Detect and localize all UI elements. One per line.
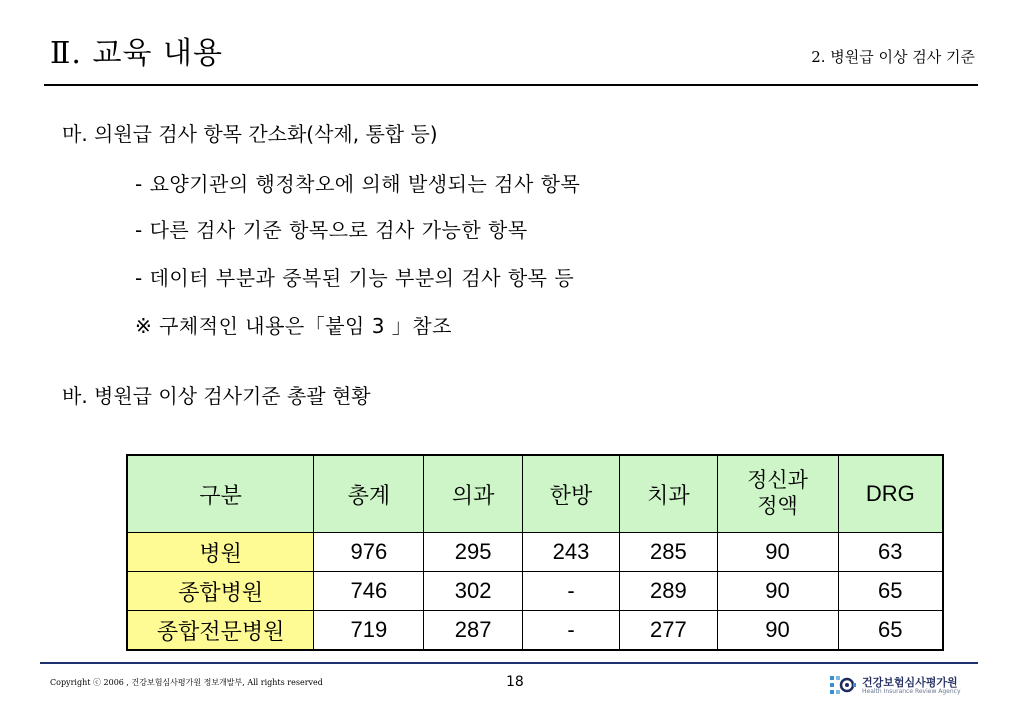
reference-note: ※ 구체적인 내용은「붙임 3 」참조: [135, 314, 452, 338]
table-cell: 243: [522, 533, 619, 572]
hira-logo-icon: [830, 674, 856, 696]
table-row: [127, 611, 943, 651]
table-cell: 295: [424, 533, 522, 572]
organization-logo: [830, 674, 980, 698]
header-cell-category: 구분: [127, 455, 314, 533]
header-line-2: 정액: [757, 495, 798, 518]
section-heading-ma: 마. 의원급 검사 항목 간소화(삭제, 통합 등): [62, 122, 438, 146]
table-cell: 289: [620, 572, 717, 611]
header-cell-drg: DRG: [838, 455, 943, 533]
header-cell-psychiatric-flat: [717, 455, 838, 533]
table-cell: 719: [314, 611, 424, 651]
bullet-item: - 데이터 부분과 중복된 기능 부분의 검사 항목 등: [135, 266, 575, 290]
table-cell: -: [522, 611, 619, 651]
logo-text-korean: 건강보험심사평가원: [862, 676, 958, 689]
header-cell-medical: 의과: [424, 455, 522, 533]
table-row: [127, 572, 943, 611]
table-cell: 285: [620, 533, 717, 572]
header-cell-total: 총계: [314, 455, 424, 533]
table-cell: 287: [424, 611, 522, 651]
page-number: 18: [506, 674, 524, 690]
logo-text-english: Health Insurance Review Agency: [862, 688, 961, 695]
header-line-1: 정신과: [747, 469, 808, 492]
header-cell-oriental: 한방: [522, 455, 619, 533]
table-cell: 277: [620, 611, 717, 651]
page-subtitle: 2. 병원급 이상 검사 기준: [811, 48, 975, 66]
footer-divider: [40, 662, 978, 664]
header-divider: [44, 84, 978, 86]
table-header-row: [127, 455, 943, 533]
table-cell: 976: [314, 533, 424, 572]
table-cell: 302: [424, 572, 522, 611]
table-cell: 746: [314, 572, 424, 611]
page-title: Ⅱ. 교육 내용: [50, 36, 223, 71]
row-label: 종합병원: [127, 572, 314, 611]
bullet-item: - 다른 검사 기준 항목으로 검사 가능한 항목: [135, 218, 528, 242]
row-label: 병원: [127, 533, 314, 572]
summary-table: [126, 454, 944, 651]
bullet-item: - 요양기관의 행정착오에 의해 발생되는 검사 항목: [135, 172, 581, 196]
row-label: 종합전문병원: [127, 611, 314, 651]
table-cell: 63: [838, 533, 943, 572]
copyright-text: Copyright ⓒ 2006 , 건강보험심사평가원 정보개발부, All rights reserved: [50, 678, 323, 687]
table-cell: 90: [717, 533, 838, 572]
table-row: [127, 533, 943, 572]
table-cell: 65: [838, 572, 943, 611]
table-cell: -: [522, 572, 619, 611]
table-cell: 90: [717, 572, 838, 611]
section-heading-ba: 바. 병원급 이상 검사기준 총괄 현황: [62, 384, 371, 408]
table-cell: 90: [717, 611, 838, 651]
table-cell: 65: [838, 611, 943, 651]
header-cell-dental: 치과: [620, 455, 717, 533]
